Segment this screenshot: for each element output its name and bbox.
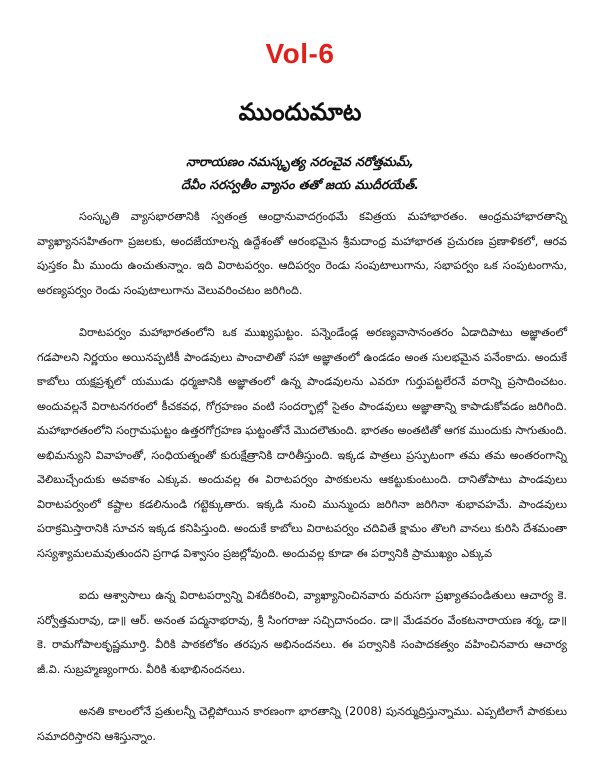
- preface-heading: ముందుమాట: [238, 98, 362, 126]
- paragraph-2: విరాటపర్వం మహాభారతంలోని ఒక ముఖ్యఘట్టం. పన్నెండేండ్ల అరణ్యవాసానంతరం ఏడాదిపాటు అజ్ఞాతంలో గడపాలని నిర్ణయం అయినప్పటికీ పాండవులు పాంచాలితో సహా అజ్ఞాతంలో ఉండడం అంత సులభమైన పనేంకాదు. అందుకే కాబోలు యక్షప్రశ్నలో యముడు ధర్మజానికి అజ్ఞాతంలో ఉన్న పాండవులను ఎవరూ గుర్తుపట్టలేరనే వరాన్ని ప్రసాదించటం. అందువల్లనే విరాటనగరంలో కీచకవధ, గోగ్రహణం వంటి సందర్భాల్లో సైతం పాండవులు అజ్ఞాతాన్ని కాపాడుకోవడం జరిగింది. మహాభారతంలోని సంగ్రామఘట్టం ఉత్తరగోగ్రహణ ఘట్టంతోనే మొదలౌతుంది. భారతం అంతటితో ఆగక ముందుకు సాగుతుంది. అభిమన్యుని వివాహంతో, సంధియత్నంతో కురుక్షేత్రానికి దారితీస్తుంది. ఇక్కడ పాత్రలు ప్రస్ఫుటంగా తమ తమ అంతరంగాన్ని వెలిబుచ్చేందుకు అవకాశం ఎక్కువ. అందువల్ల ఈ విరాటపర్వం పాఠకులను ఆకట్టుకుంటుంది. దానితోపాటు పాండవులు విరాటపర్వంలో కష్టాల కడలినుండి గట్టెక్కుతారు. ఇక్కడి నుంచి మున్ముందు జరిగినా జరిగినా శుభావహమే. పాండవులు పరాక్రమిస్తారానికి సూచన ఇక్కడ కనిపిస్తుంది. అందుకే కాబోలు విరాటపర్వం చదివితే క్షామం తొలగి వానలు కురిసి దేశమంతా సస్యశ్యామలమవుతుందని ప్రగాఢ విశ్వాసం ప్రజల్లోవుంది. అందువల్ల కూడా ఈ పర్వానికి ప్రాముఖ్యం ఎక్కువ: [37, 326, 567, 560]
- preface-body: [37, 205, 567, 749]
- paragraph-3: ఐదు ఆశ్వాసాలు ఉన్న విరాటపర్వాన్ని విశదీకరించి, వ్యాఖ్యానించినవారు వరుసగా ప్రఖ్యాతపండితులు ఆచార్య కె. సర్వోత్తమరావు, డా॥ ఆర్. అనంత పద్మనాభరావు, శ్రీ సింగరాజు సచ్చిదానందం. డా॥ మేడవరం వేంకటనారాయణ శర్మ, డా॥ కె. రామగోపాలకృష్ణమూర్తి. వీరికి పాఠకలోకం తరపున అభినందనలు. ఈ పర్వానికి సంపాదకత్వం వహించినవారు ఆచార్య జీ.వి. సుబ్రహ్మణ్యంగారు. వీరికి శుభాభినందనలు.: [37, 589, 567, 676]
- verse-line-1: నారాయణం నమస్కృత్య నరంచైవ నరోత్తమమ్,: [186, 154, 414, 169]
- volume-title: Vol-6: [265, 38, 335, 69]
- verse-line-2: దేవీం సరస్వతీం వ్యాసం తతో జయ ముదీరయేత్.: [181, 177, 419, 192]
- paragraph-1: సంస్కృతి వ్యాసభారతానికి స్వతంత్ర ఆంధ్రానువాదగ్రంథమే కవిత్రయ మహాభారతం. ఆంధ్రమహాభారతాన్ని వ్యాఖ్యానసహితంగా ప్రజలకు, అందజేయాలన్న ఉద్దేశంతో ఆరంభమైన శ్రీమదాంధ్ర మహాభారత ప్రచురణ ప్రణాళికలో, ఆరవ పుస్తకం మీ ముందు ఉంచుతున్నాం. ఇది విరాటపర్వం. ఆదిపర్వం రెండు సంపుటాలుగాను, సభాపర్వం ఒక సంపుటంగాను, అరణ్యపర్వం రెండు సంపుటాలుగాను వెలువరించటం జరిగింది.: [37, 210, 567, 297]
- invocation-verse: [0, 150, 600, 196]
- paragraph-4: అనతి కాలంలోనే ప్రతులన్నీ చెల్లిపోయిన కారణంగా భారతాన్ని (2008) పునర్ముద్రిస్తున్నాము. ఎప్పటిలాగే పాఠకులు సమాదరిస్తారని ఆశిస్తున్నాం.: [37, 705, 567, 743]
